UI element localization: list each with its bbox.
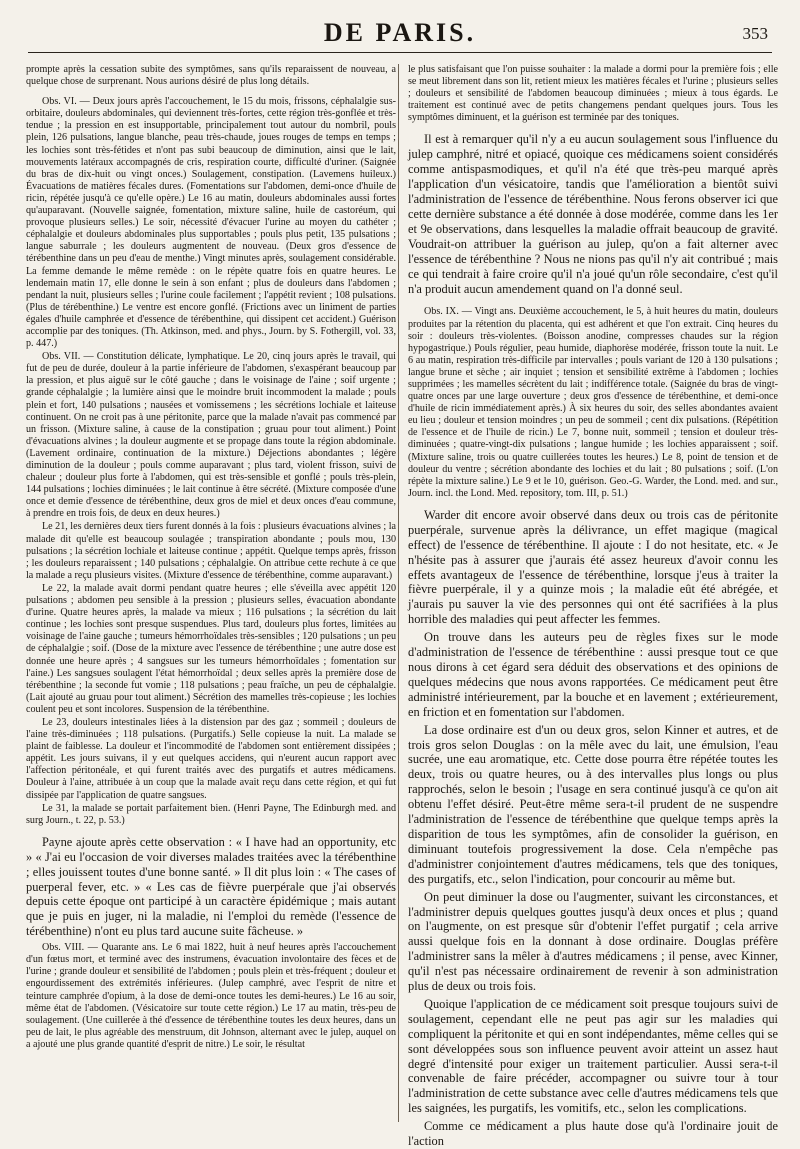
warder-paragraph: Warder dit encore avoir observé dans deux ou trois cas de péritonite puerpérale, survenue après la délivrance, un effet magique (magical effect) de l'essence de térébenthine. Il ajoute : I do not hesitate, etc. « Je n'hésite pas à assurer que j'aurais été assez heureux d'avoir connu les effets avantageux de l'essence de térébenthine, lorsque j'eus à traiter la fièvre puerpérale, il y a quinze mois ; la maladie eût été abrégée, et j'aurais pu sauver la vie des personnes qui ont été sacrifiées à la plus horrible des maladies qui peut affecter les femmes. [408, 507, 778, 627]
observation-7-day-31: Le 31, la malade se portait parfaitement bien. (Henri Payne, The Edinburgh med. and surg Journ., t. 22, p. 53.) [26, 802, 396, 826]
observation-7: Obs. VII. — Constitution délicate, lymphatique. Le 20, cinq jours après le travail, qui fut de peu de durée, douleur à la partie inférieure de l'abdomen, s'exaspérant beaucoup par la pression, et plus aiguë sur le côté gauche ; dans le voisinage de l'aine ; soif urgente ; grande céphalalgie ; la lumière ainsi que le moindre bruit incommodent la malade ; pouls plein et fort, 140 pulsations ; nausées et vomissemens ; les sécrétions lochiale et laiteuse continuent. On ne croit pas à une péritonite, parce que la malade n'avait pas commencé par un frisson. (Mixture saline, à cause de la constipation ; gruau pour tout aliment.) Point d'évacuations alvines ; la douleur augmente et se propage dans toute la région abdominale. (Lavement ordinaire, continuation de la mixture.) Déjections abondantes ; légère diminution de la douleur ; pouls comme auparavant ; plus tard, violent frisson, suivi de chaleur ; douleur plus forte à l'abdomen, qui est très-sensible et gonflé ; pouls très-plein, 144 pulsations ; lochies diminuées ; le lait continue à être sécrété. (Mixture composée d'une once et demie d'essence de térébenthine, deux gros de miel et deux onces d'eau commune, à prendre en trois fois, de deux en deux heures.) [26, 351, 396, 520]
observation-7-day-22: Le 22, la malade avait dormi pendant quatre heures ; elle s'éveilla avec appétit 120 pulsations ; abdomen peu sensible à la pression ; plusieurs selles, évacuation abondante d'urine. Quatre heures après, la malade va mieux ; 116 pulsations ; la sécrétion du lait continue ; les lochies sont presque suspendues. Plus tard, douleurs plus fortes, limitées au voisinage de l'aine gauche ; tumeurs hémorrhoïdales très-sensibles ; 120 pulsations ; un peu de céphalalgie ; soif. (Dose de la mixture avec l'essence de térébenthine ; une autre dose est donnée une heure après ; 4 sangsues sur les tumeurs hémorrhoïdales ; fomentation sur l'aine.) Les sangsues soulagent l'état hémorrhoïdal ; deux selles après la première dose de térébenthine ; la seconde fut vomie ; 118 pulsations ; peau fraîche, un peu de céphalalgie. (Lait ajouté au gruau pour tout aliment.) Sécrétion des mamelles très-copieuse ; les lochies coulent peu et sont incolores. Suspension de la térébenthine. [26, 582, 396, 715]
intro-paragraph: prompte après la cessation subite des symptômes, sans qu'ils reparaissent de nouveau, a quelque chose de surprenant. Nous aurions désiré de plus long détails. [26, 64, 396, 88]
dose-adjustment-paragraph: On peut diminuer la dose ou l'augmenter, suivant les circonstances, et l'administrer depuis quelques gouttes jusqu'à deux onces et plus ; quand on l'augmente, on est presque sûr d'obtenir l'effet purgatif ; cela arrive aussi quelque fois en la donnant à dose ordinaire. Douglas préfère l'administrer sans la mêler à d'autres médicamens ; il pense, avec Kinner, qu'il n'est pas nécessaire ordinairement de revenir à son administration plus de deux ou trois fois. [408, 889, 778, 994]
right-column [408, 64, 778, 1149]
remark-paragraph: Il est à remarquer qu'il n'y a eu aucun soulagement sous l'influence du julep camphré, nitré et opiacé, quoique ces médicamens soient considérés comme antispasmodiques, et qu'il n'a été que très-peu marqué après l'application d'un vésicatoire, tandis que l'amélioration a bientôt suivi l'administration de l'essence de térébenthine. Nous ferons observer ici que cette dernière substance a été donnée à dose modérée, comme dans les 1er et 9e observations, dans lesquelles la maladie offrait beaucoup de gravité. Voudrait-on attribuer la guérison au julep, qu'on a fait alterner avec l'essence de térébenthine ? Nous ne nions pas qu'il n'y ait contribué ; mais ce qui tendrait à faire croire qu'il n'a joué qu'un rôle secondaire, c'est qu'il n'a produit aucun amendement quand on l'a donné seul. [408, 132, 778, 296]
observation-7-day-21: Le 21, les dernières deux tiers furent donnés à la fois : plusieurs évacuations alvines ; la malade dit qu'elle est beaucoup soulagée ; transpiration abondante ; pouls mou, 130 pulsations ; la sécrétion lochiale et laiteuse continue ; appétit. Quelque temps après, frisson ; les douleurs reparaissent ; 140 pulsations ; céphalalgie. On attribue cette rechute à ce que la malade a reçu plusieurs visites. (Mixture d'essence de térébenthine, comme auparavant.) [26, 521, 397, 581]
observation-9: Obs. IX. — Vingt ans. Deuxième accouchement, le 5, à huit heures du matin, douleurs produites par la rétention du placenta, qui est adhérent et que l'on extrait. Cinq heures du soir : douleurs très-violentes. (Boisson anodine, compresses chaudes sur la région hypogastrique.) Pouls régulier, peau humide, diaphorèse modérée, frisson toute la nuit. Le 6 au matin, respiration très-difficile par intervalles ; pouls variant de 120 à 130 pulsations ; langue brune et sèche ; air inquiet ; tension et sensibilité extrême à l'abdomen ; lochies supprimées ; les mamelles sécrètent du lait ; indifférence totale. (Saignée du bras de vingt-quatre onces par une large ouverture ; deux gros d'essence de térébenthine, et demi-once d'huile de ricin immédiatement après.) À six heures du soir, des selles abondantes avaient eu lieu ; douleur et tension moindres ; un peu de sommeil ; cent dix pulsations. (Répétition de l'essence et de l'huile de ricin.) Le 7, bonne nuit, sommeil ; tension et douleur très-diminuées ; quatre-vingt-dix pulsations ; langue humide ; les lochies apparaissent ; soif. (Mixture saline, trois ou quatre cuillerées toutes les heures.) Le 8, point de tension et de douleur du ventre ; sécrétion abondante des lochies et du lait ; 80 pulsations ; soif. (L'on répète la mixture saline.) Le 9 et le 10, guérison. Geo.-G. Warder, the Lond. med. and sur., Journ. incl. the Lond. Med. repository, tom. III, p. 51.) [408, 306, 778, 499]
observation-8: Obs. VIII. — Quarante ans. Le 6 mai 1822, huit à neuf heures après l'accouchement d'un fœtus mort, et terminé avec des instrumens, évacuation involontaire des fèces et de l'urine ; grande douleur et sensibilité de l'abdomen ; pouls plein et très-fréquent ; douleur et engourdissement des extrémités inférieures. (Julep camphré, avec l'esprit de nitre et teinture camphrée d'opium, à la dose de demi-once toutes les demi-heures.) Le 16 au soir, même état de l'abdomen. (Vésicatoire sur toute cette région.) Le 17 au matin, très-peu de soulagement. (Une cuillerée à thé d'essence de térébenthine toutes les deux heures, dans un peu de lait, le plus agréable des menstruum, dit Johnson, alternant avec le julep, auquel on a ajouté une plus grande quantité d'esprit de nitre.) Le soir, le résultat [26, 942, 396, 1050]
left-column [26, 64, 396, 1122]
running-title: DE PARIS. [323, 18, 477, 47]
observation-7-day-23: Le 23, douleurs intestinales liées à la distension par des gaz ; sommeil ; douleurs de l'aine très-diminuées ; 118 pulsations. (Purgatifs.) Selle copieuse la nuit. La malade se plaint de faiblesse. La douleur et l'incommodité de l'abdomen sont entièrement dissipées ; appétit. Les jours suivans, il y eut quelques accidens, qui n'eurent aucun rapport avec l'affection péritonéale, et qui furent traités avec des purgatifs et autres médicamens. Douleur à l'aine, attribuée à un coup que la malade avait reçu dans cette région, et qui fut dissipée par l'application de quatre sangsues. [26, 716, 396, 801]
administration-rules-paragraph: On trouve dans les auteurs peu de règles fixes sur le mode d'administration de l'essence de térébenthine : aussi presque tout ce que nous dirons à cet égard sera déduit des observations et des opinions de quelques médecins que nous avons rapportées. Ce médicament peut être administré intérieurement, par la bouche et en lavement ; extérieurement, en friction et en fomentation sur l'abdomen. [408, 630, 778, 719]
dosage-paragraph: La dose ordinaire est d'un ou deux gros, selon Kinner et autres, et de trois gros selon Douglas : on la mêle avec du lait, une émulsion, l'eau sucrée, une eau aromatique, etc. Cette dose pourra être répétée toutes les deux, trois ou quatre heures, ou à des intervalles plus longs ou plus rapprochés, selon le besoin ; l'usage en sera continué jusqu'à ce qu'on ait obtenu l'effet désiré. Peut-être même sera-t-il prudent de ne suspendre l'administration de l'essence de térébenthine que quelque temps après la disparition de tous les symptômes, afin de consolider la guérison, en diminuant toutefois progressivement la dose. Cela n'empêche pas d'administrer conjointement d'autres médicamens, tels que des toniques, des purgatifs, etc., selon l'indication, pour concourir au même but. [408, 722, 778, 886]
observation-8-continued: le plus satisfaisant que l'on puisse souhaiter : la malade a dormi pour la première fois ; elle se meut librement dans son lit, retient mieux les matières fécales et l'urine ; plusieurs selles ; douleurs et sensibilité de l'abdomen beaucoup diminuées ; mieux à tous égards. Le traitement est continué avec de petits changemens pendant quelques jours. Tous les symptômes diminuent, et la guérison est terminée par des toniques. [408, 64, 778, 124]
payne-commentary: Payne ajoute après cette observation : « I have had an opportunity, etc » « J'ai eu l'occasion de voir diverses malades traitées avec la térébenthine ; elles jouissent toutes d'une bonne santé. » Il dit plus loin : « The cases of puerperal fever, etc. » « Les cas de fièvre puerpérale que j'ai observés depuis cette époque ont participé à un caractère épidémique ; mais autant que je puis en juger, ni la maladie, ni l'emploi du remède (l'essence de térébenthine) n'ont eu plus tard aucune suite fâcheuse. » [26, 834, 396, 939]
closing-paragraph: Comme ce médicament a plus haute dose qu'à l'ordinaire jouit de l'action [408, 1119, 778, 1149]
running-head [28, 10, 772, 53]
column-rule [398, 64, 399, 1122]
complications-paragraph: Quoique l'application de ce médicament soit presque toujours suivi de soulagement, cependant elle ne peut pas agir sur les maladies qui compliquent la péritonite et qui en sont indépendantes, même celles qui se sont développées sous son influence peuvent avoir atteint un assez haut degré d'intensité pour exiger un traitement particulier. Aussi sera-t-il convenable de faire précéder, accompagner ou suivre tour à tour l'administration de cette substance avec celle d'autres médicamens tels que les saignées, les purgatifs, les vomitifs, etc., selon les complications. [408, 996, 778, 1116]
observation-6: Obs. VI. — Deux jours après l'accouchement, le 15 du mois, frissons, céphalalgie sus-orbitaire, douleurs abdominales, qui deviennent très-fortes, cette région très-gonflée et très-tendue ; la pression en est insupportable, principalement tout autour du nombril, pouls plein, 126 pulsations, langue blanche, peau très-chaude, joues rouges de temps en temps ; les lochies sont très-fétides et n'ont pas subi beaucoup de diminution, ainsi que le lait, mouvements latéraux accompagnés de cris, respiration courte, difficulté d'uriner. (Saignée du bras de dix-huit ou vingt onces.) Soulagement, constipation. (Lavemens huileux.) Évacuations de matières fécales dures. (Fomentations sur l'abdomen, demi-once d'huile de ricin, répétée jusqu'à ce qu'elle opère.) Le 16 au matin, douleurs abdominales aussi fortes qu'auparavant. (Nouvelle saignée, fomentation, mixture saline, huile de castoréum, qui provoque plusieurs selles.) Le soir, nécessité d'évacuer l'urine au moyen du cathéter ; céphalalgie et douleurs abdominales plus supportables ; pouls plus petit, 135 pulsations ; langue saburrale ; les douleurs augmentent de nouveau. (Deux gros d'essence de térébenthine dans un peu d'eau de menthe.) Vingt minutes après, soulagement considérable. La femme demande le même remède : on le répète quatre fois en quatre heures. Le lendemain matin 17, elle donne le sein à son enfant ; plus de douleurs dans l'abdomen ; pendant la nuit, plusieurs selles ; l'urine coule facilement ; l'appétit revient ; 108 pulsations. (Plus de térébenthine.) Le ventre est encore gonflé. (Frictions avec un liniment de parties égales d'huile camphrée et d'essence de térébenthine, qui dissipent cet accident.) Guérison accomplie par des toniques. (Th. Atkinson, med. and phys., Journ. by S. Fothergill, vol. 33, p. 447.) [26, 96, 396, 350]
page-number: 353 [742, 24, 768, 43]
